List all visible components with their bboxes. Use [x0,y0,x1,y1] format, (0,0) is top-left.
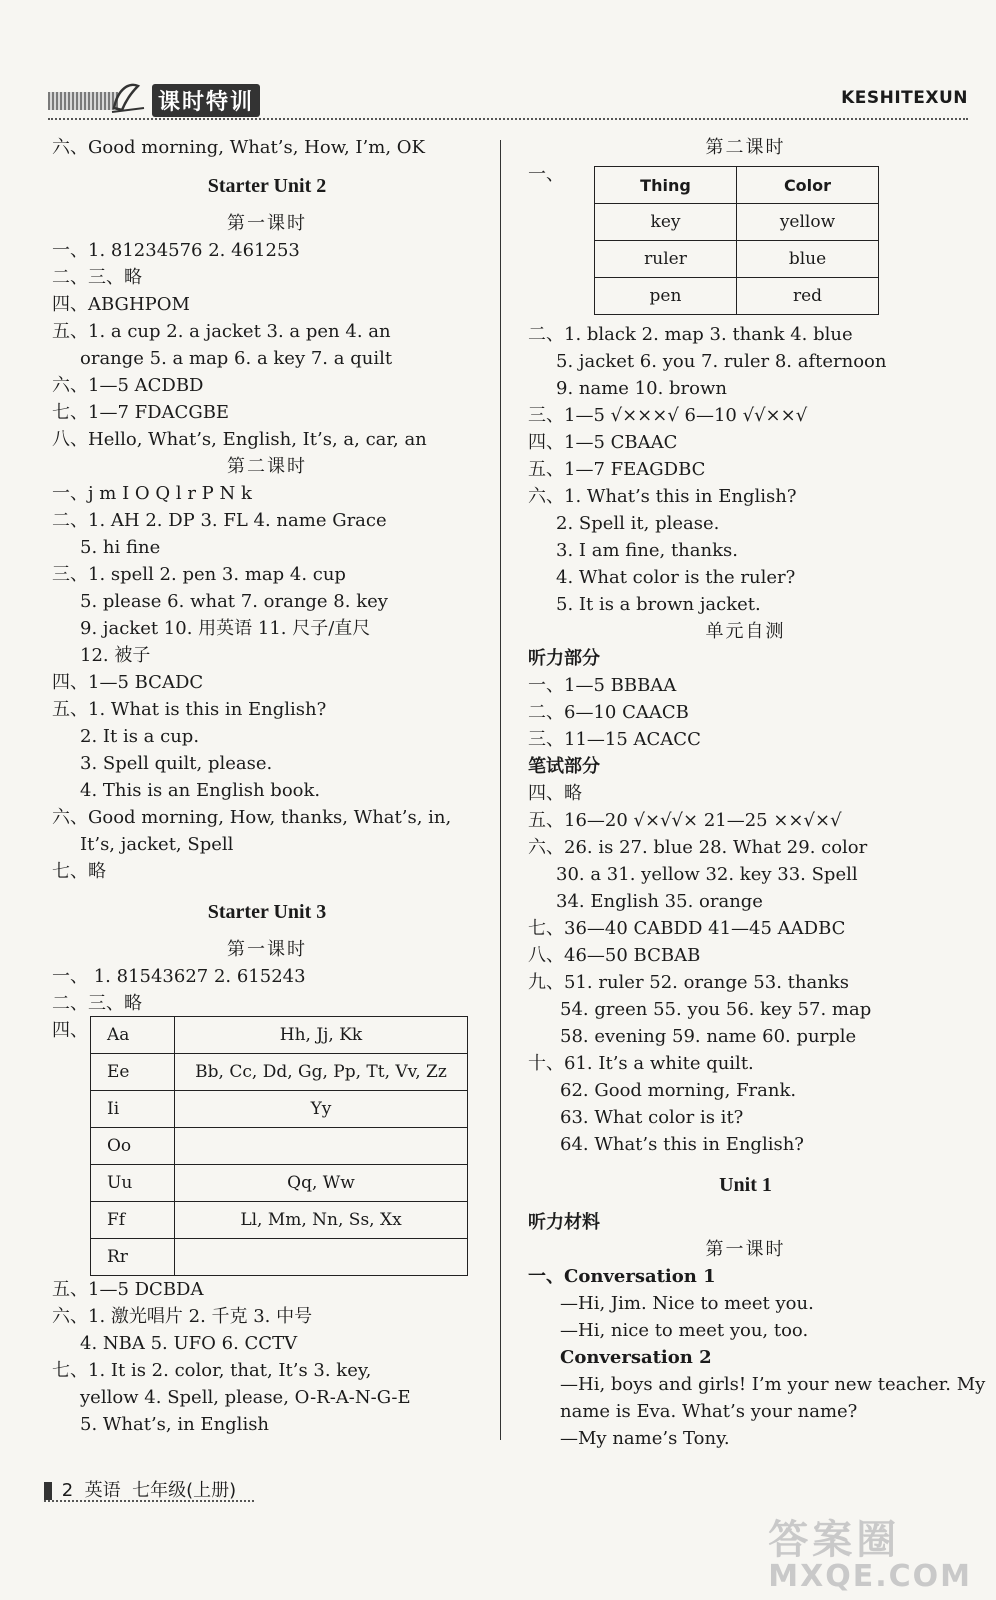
table-cell: Aa [91,1017,175,1054]
table-row [91,1239,468,1276]
unit-title: Starter Unit 2 [207,175,327,197]
section-heading: 听力材料 [528,1212,600,1233]
footer-subject: 英语 [84,1480,121,1501]
answer-line: 三、1. spell 2. pen 3. map 4. cup [52,564,346,585]
table-row [595,204,879,241]
answer-line: 三、1—5 √×××√ 6—10 √√××√ [528,405,808,426]
answer-line: 五、1. a cup 2. a jacket 3. a pen 4. an [52,321,391,342]
dialogue-line: —My name’s Tony. [560,1428,730,1449]
page-header [0,0,996,132]
answer-line: 四、ABGHPOM [52,294,190,315]
thing-color-table [594,166,879,315]
answer-line: 二、三、略 [52,993,142,1014]
table-cell: Oo [91,1128,175,1165]
table-cell: Uu [91,1165,175,1202]
answer-line: 62. Good morning, Frank. [560,1080,797,1101]
logo-text: 课时特训 [152,84,260,117]
table-cell: pen [595,278,737,315]
column-header: Thing [595,167,737,204]
answer-line: 七、1—7 FDACGBE [52,402,230,423]
answer-line: 4. What color is the ruler? [556,567,796,588]
answer-line: 八、Hello, What’s, English, It’s, a, car, an [52,429,427,450]
table-cell: Qq, Ww [175,1165,468,1202]
answer-line: 二、6—10 CAACB [528,702,689,723]
table-cell: yellow [737,204,879,241]
answer-line: 六、1. 激光唱片 2. 千克 3. 中号 [52,1306,313,1327]
table-cell: ruler [595,241,737,278]
answer-line: 六、Good morning, How, thanks, What’s, in, [52,807,452,828]
answer-line: yellow 4. Spell, please, O-R-A-N-G-E [80,1387,411,1408]
table-cell: red [737,278,879,315]
answer-line: 五、1. What is this in English? [52,699,327,720]
answer-line: 四、1—5 CBAAC [528,432,678,453]
table-cell: Yy [175,1091,468,1128]
answer-line: 二、1. AH 2. DP 3. FL 4. name Grace [52,510,387,531]
answer-line: orange 5. a map 6. a key 7. a quilt [80,348,393,369]
table-row [91,1017,468,1054]
unit-title: Unit 1 [719,1174,772,1196]
table-row [91,1091,468,1128]
unit-title: Starter Unit 3 [207,901,327,923]
answer-line: 34. English 35. orange [556,891,763,912]
table-label: 一、 [528,164,564,185]
section-heading: 听力部分 [528,648,600,669]
lesson-title: 第一课时 [705,1239,786,1260]
conversation-title: 一、Conversation 1 [528,1266,716,1287]
answer-line: 六、26. is 27. blue 28. What 29. color [528,837,868,858]
answer-line: 四、略 [528,783,582,804]
section-heading: 笔试部分 [528,756,600,777]
answer-line: 5. It is a brown jacket. [556,594,761,615]
watermark-url: MXQE.COM [768,1559,972,1594]
answer-line: 五、1—5 DCBDA [52,1279,204,1300]
pen-icon [108,78,148,116]
section-title: 单元自测 [705,621,786,642]
left-column [52,132,482,1438]
table-row [595,278,879,315]
table-header-row [595,167,879,204]
answer-line: 5. hi fine [80,537,161,558]
answer-line: 六、1. What’s this in English? [528,486,797,507]
logo [48,78,278,118]
footer-divider [44,1500,254,1502]
answer-line: 八、46—50 BCBAB [528,945,701,966]
table-cell: Bb, Cc, Dd, Gg, Pp, Tt, Vv, Zz [175,1054,468,1091]
table-cell: Ee [91,1054,175,1091]
answer-line: 58. evening 59. name 60. purple [560,1026,857,1047]
footer-grade: 七年级(上册) [132,1480,237,1501]
answer-line: 七、1. It is 2. color, that, It’s 3. key, [52,1360,372,1381]
header-divider [48,118,968,120]
table-cell: Rr [91,1239,175,1276]
answer-line: 七、36—40 CABDD 41—45 AADBC [528,918,846,939]
table-cell [175,1239,468,1276]
table-row [595,241,879,278]
answer-line: 12. 被子 [80,645,151,666]
answer-line: 9. name 10. brown [556,378,727,399]
dialogue-line: —Hi, Jim. Nice to meet you. [560,1293,814,1314]
column-divider [500,140,501,1440]
answer-line: 54. green 55. you 56. key 57. map [560,999,872,1020]
column-header: Color [737,167,879,204]
table-cell: Ll, Mm, Nn, Ss, Xx [175,1202,468,1239]
answer-line: 二、1. black 2. map 3. thank 4. blue [528,324,853,345]
table-cell: Ii [91,1091,175,1128]
answer-line: 3. Spell quilt, please. [80,753,273,774]
right-column [528,132,986,1452]
answer-line: 5. What’s, in English [80,1414,270,1435]
table-cell: blue [737,241,879,278]
answer-line: 2. It is a cup. [80,726,200,747]
lesson-title: 第二课时 [227,456,307,477]
answer-line: 3. I am fine, thanks. [556,540,738,561]
table-label: 四、 [52,1020,88,1041]
table-row [91,1128,468,1165]
answer-line: 9. jacket 10. 用英语 11. 尺子/直尺 [80,618,371,639]
answer-line: 十、61. It’s a white quilt. [528,1053,754,1074]
table-row [91,1054,468,1091]
table-row [91,1165,468,1202]
answer-line: 2. Spell it, please. [556,513,720,534]
answer-line: 4. NBA 5. UFO 6. CCTV [80,1333,298,1354]
table-cell: key [595,204,737,241]
answer-line: 五、16—20 √×√√× 21—25 ××√×√ [528,810,842,831]
answer-line: 5. please 6. what 7. orange 8. key [80,591,388,612]
lesson-title: 第一课时 [227,939,307,960]
footer-marker [44,1482,52,1500]
answer-line: 九、51. ruler 52. orange 53. thanks [528,972,849,993]
answer-line: 六、Good morning, What’s, How, I’m, OK [52,137,425,158]
answer-line: 六、1—5 ACDBD [52,375,204,396]
answer-line: 63. What color is it? [560,1107,744,1128]
table-cell: Hh, Jj, Kk [175,1017,468,1054]
answer-line: 4. This is an English book. [80,780,321,801]
answer-line: It’s, jacket, Spell [80,834,234,855]
answer-line: 30. a 31. yellow 32. key 33. Spell [556,864,858,885]
table-row [91,1202,468,1239]
answer-line: 一、 1. 81543627 2. 615243 [52,966,306,987]
watermark-logo: 答案圈 [768,1517,901,1563]
answer-line: 一、j m I O Q l r P N k [52,483,252,504]
dialogue-line: name is Eva. What’s your name? [560,1401,858,1422]
dialogue-line: —Hi, nice to meet you, too. [560,1320,809,1341]
lesson-title: 第一课时 [227,213,307,234]
page-number: 2 [61,1480,74,1501]
page-footer [44,1476,236,1502]
answer-line: 三、11—15 ACACC [528,729,701,750]
answer-line: 五、1—7 FEAGDBC [528,459,706,480]
watermark [768,1508,972,1594]
brand-name: KESHITEXUN [841,88,968,108]
letters-table [90,1016,468,1276]
lesson-title: 第二课时 [705,137,786,158]
answer-line: 一、1. 81234576 2. 461253 [52,240,300,261]
answer-line: 二、三、略 [52,267,142,288]
answer-line: 64. What’s this in English? [560,1134,804,1155]
table-cell [175,1128,468,1165]
answer-line: 5. jacket 6. you 7. ruler 8. afternoon [556,351,887,372]
table-cell: Ff [91,1202,175,1239]
answer-line: 一、1—5 BBBAA [528,675,677,696]
conversation-title: Conversation 2 [560,1347,712,1368]
dialogue-line: —Hi, boys and girls! I’m your new teacher. My [560,1374,986,1395]
answer-line: 四、1—5 BCADC [52,672,204,693]
answer-line: 七、略 [52,861,106,882]
